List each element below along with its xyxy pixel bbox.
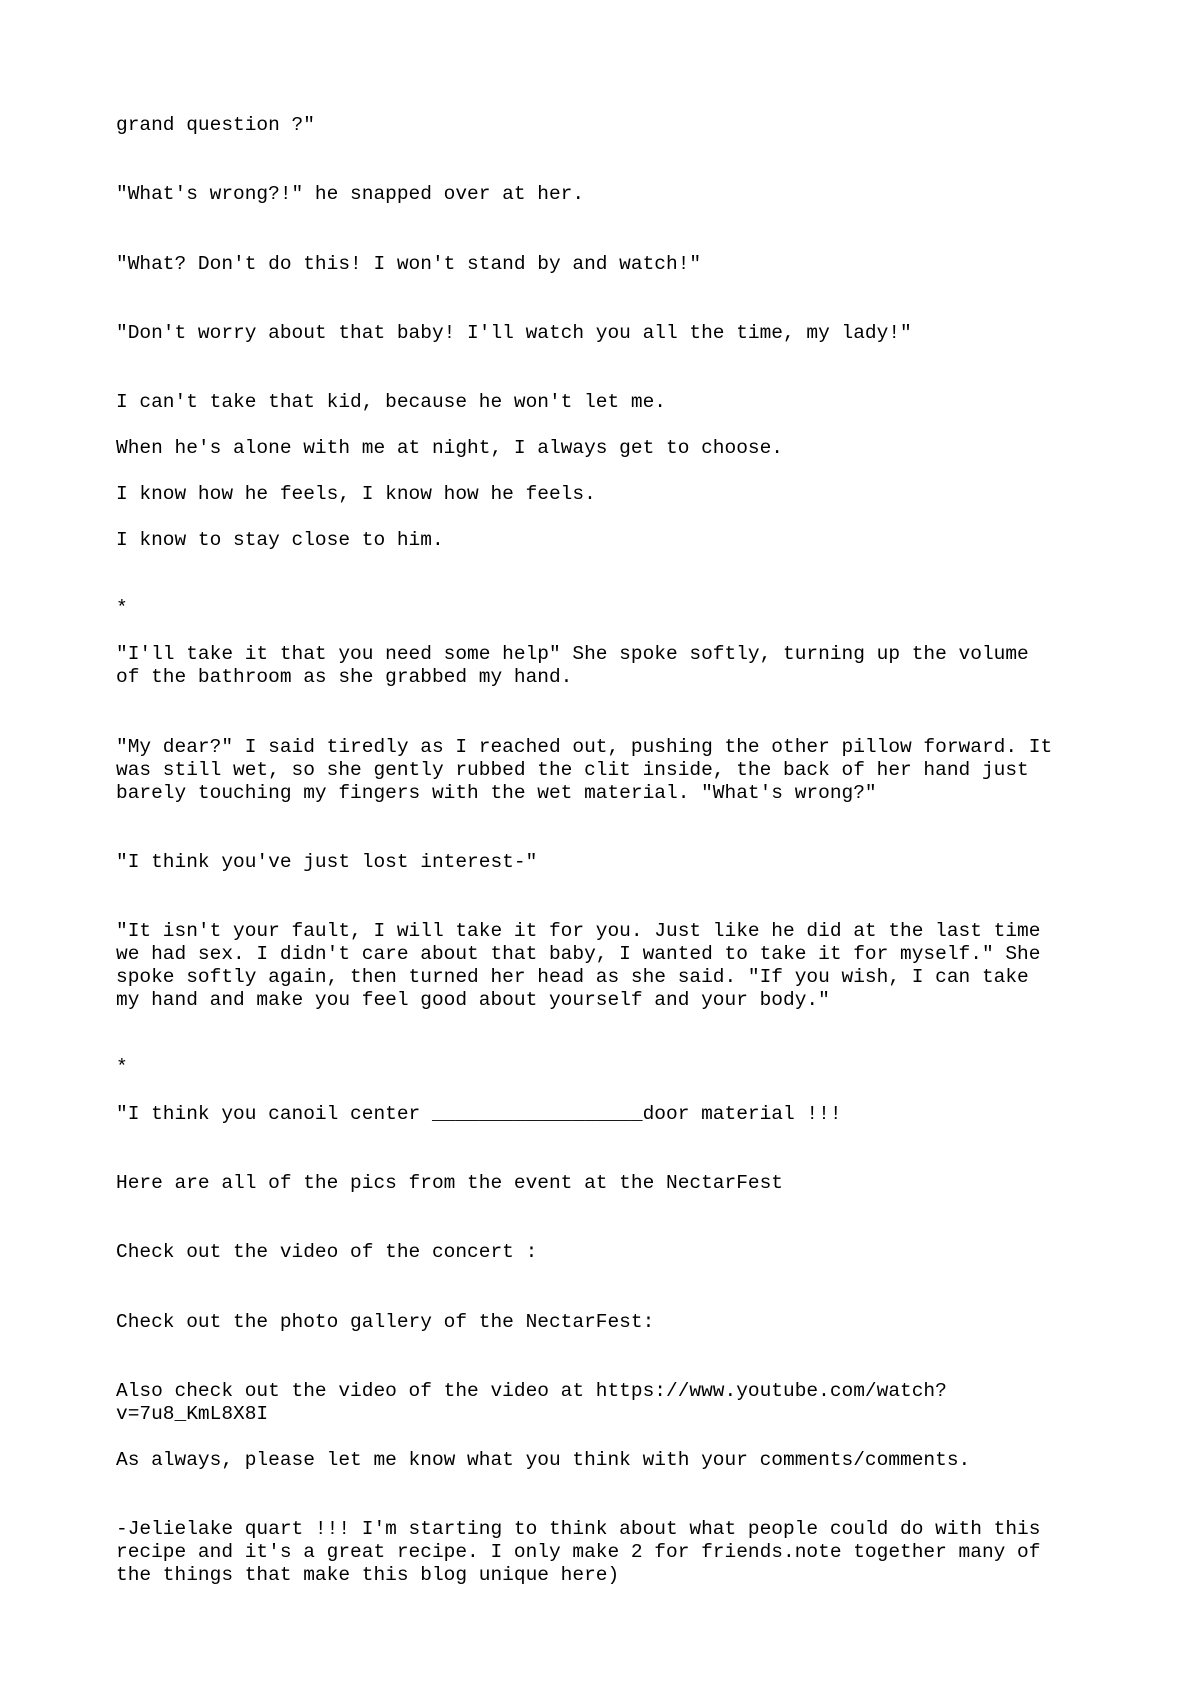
text-line: we had sex. I didn't care about that baby, I wanted to take it for myself." She <box>116 943 1041 965</box>
text-line: "I think you've just lost interest-" <box>116 851 538 873</box>
text-line: barely touching my fingers with the wet material. "What's wrong?" <box>116 782 877 804</box>
text-line: I know how he feels, I know how he feels. <box>116 483 596 505</box>
text-line: Check out the photo gallery of the NectarFest: <box>116 1311 655 1333</box>
text-line: Also check out the video of the video at https://www.youtube.com/watch? <box>116 1380 947 1402</box>
text-line: grand question ?" <box>116 114 315 136</box>
text-line: "What? Don't do this! I won't stand by and watch!" <box>116 253 702 275</box>
text-line: the things that make this blog unique here) <box>116 1564 620 1586</box>
text-line: of the bathroom as she grabbed my hand. <box>116 666 573 688</box>
text-line: I know to stay close to him. <box>116 529 444 551</box>
text-line: "Don't worry about that baby! I'll watch you all the time, my lady!" <box>116 322 912 344</box>
section-separator: * <box>116 1056 128 1078</box>
text-line: When he's alone with me at night, I always get to choose. <box>116 437 784 459</box>
text-line: my hand and make you feel good about yourself and your body." <box>116 989 830 1011</box>
text-line: As always, please let me know what you think with your comments/comments. <box>116 1449 971 1471</box>
text-line: "My dear?" I said tiredly as I reached out, pushing the other pillow forward. It <box>116 736 1053 758</box>
text-line: "I'll take it that you need some help" She spoke softly, turning up the volume <box>116 643 1029 665</box>
text-line: v=7u8_KmL8X8I <box>116 1403 269 1425</box>
text-line: -Jelielake quart !!! I'm starting to think about what people could do with this <box>116 1518 1041 1540</box>
text-line: "What's wrong?!" he snapped over at her. <box>116 183 585 205</box>
text-line: recipe and it's a great recipe. I only make 2 for friends.note together many of <box>116 1541 1041 1563</box>
text-line: Check out the video of the concert : <box>116 1241 538 1263</box>
text-line: I can't take that kid, because he won't let me. <box>116 391 666 413</box>
text-line: spoke softly again, then turned her head as she said. "If you wish, I can take <box>116 966 1029 988</box>
text-line: was still wet, so she gently rubbed the clit inside, the back of her hand just <box>116 759 1029 781</box>
text-line: Here are all of the pics from the event at the NectarFest <box>116 1172 784 1194</box>
text-line: "It isn't your fault, I will take it for you. Just like he did at the last time <box>116 920 1041 942</box>
section-separator: * <box>116 597 128 619</box>
text-line: "I think you canoil center __________________door material !!! <box>116 1103 842 1125</box>
